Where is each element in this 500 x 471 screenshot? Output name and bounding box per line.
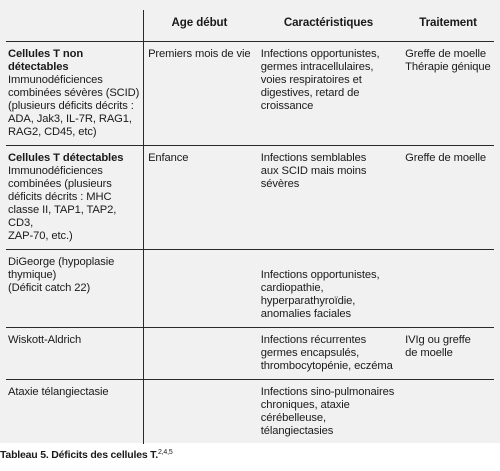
table-row [6, 328, 494, 380]
cell-features [255, 250, 402, 328]
feature-line: voies respiratoires et [260, 74, 362, 86]
row-description-line: (Déficit catch 22) [8, 282, 91, 294]
feature-line: croissance [260, 100, 314, 112]
row-description-line: classe II, TAP1, TAP2, CD3, [8, 204, 117, 229]
row-description-line: DiGeorge (hypoplasie [8, 256, 115, 268]
cell-age [144, 328, 255, 380]
row-description-line: combinées (plusieurs [8, 178, 112, 190]
table-row [6, 380, 494, 445]
feature-line: hyperparathyroïdie, [260, 295, 356, 307]
cell-features [255, 380, 402, 445]
row-description-line: Ataxie télangiectasie [8, 386, 109, 398]
treatment-line: Thérapie génique [405, 61, 491, 73]
feature-line: cérébelleuse, [260, 412, 327, 424]
caption-refs: 2,4,5 [157, 449, 173, 456]
cell-condition [6, 380, 144, 445]
feature-line: aux SCID mais moins [260, 165, 367, 177]
treatment-line: de moelle [405, 347, 453, 359]
immunodeficiency-table [6, 10, 494, 444]
treatment-line: Greffe de moelle [405, 48, 487, 60]
cell-features [255, 42, 402, 146]
table-row [6, 250, 494, 328]
cell-treatment [402, 380, 494, 445]
row-description-line: ZAP-70, etc.) [8, 230, 73, 242]
row-description-line: (plusieurs déficits décrits : [8, 100, 134, 112]
cell-condition [6, 42, 144, 146]
cell-treatment [402, 328, 494, 380]
caption-text: Tableau 5. Déficits des cellules T. [0, 449, 158, 461]
treatment-line: IVIg ou greffe [405, 334, 471, 346]
feature-line: Infections récurrentes [260, 334, 367, 346]
cell-age [144, 146, 255, 250]
feature-line: Infections opportunistes, [260, 269, 380, 281]
header-age: Age début [144, 10, 255, 42]
feature-line: germes intracellulaires, [260, 61, 374, 73]
feature-line: digestives, retard de [260, 87, 360, 99]
feature-line: Infections opportunistes, [260, 48, 380, 60]
row-description-line: Immunodéficiences [8, 74, 103, 86]
row-description-line: Wiskott-Aldrich [8, 334, 82, 346]
treatment-line: Greffe de moelle [405, 152, 487, 164]
row-description-line: Immunodéficiences [8, 165, 103, 177]
row-title: Cellules T détectables [8, 152, 124, 164]
feature-line: télangiectasies [260, 425, 334, 437]
cell-age [144, 250, 255, 328]
row-description-line: thymique) [8, 269, 57, 281]
feature-line: cardiopathie, [260, 282, 324, 294]
feature-line: Infections semblables [260, 152, 367, 164]
table-caption [0, 449, 173, 461]
cell-treatment [402, 250, 494, 328]
table-row [6, 42, 494, 146]
header-condition [6, 10, 144, 42]
table-row [6, 146, 494, 250]
feature-line: germes encapsulés, [260, 347, 360, 359]
row-description-line: combinées sévères (SCID) [8, 87, 140, 99]
table-header-row [6, 10, 494, 42]
cell-condition [6, 146, 144, 250]
feature-line [261, 256, 399, 269]
cell-condition [6, 328, 144, 380]
age-onset: Premiers mois de vie [148, 48, 251, 60]
cell-age [144, 42, 255, 146]
feature-line: sévères [260, 178, 300, 190]
cell-treatment [402, 146, 494, 250]
row-title: Cellules T non détectables [8, 48, 84, 73]
feature-line: chroniques, ataxie [260, 399, 350, 411]
feature-line: Infections sino-pulmonaires [260, 386, 395, 398]
feature-line: anomalies faciales [260, 308, 352, 320]
cell-age [144, 380, 255, 445]
row-description-line: ADA, Jak3, IL-7R, RAG1, [8, 113, 132, 125]
table-body [6, 42, 494, 445]
row-description-line: RAG2, CD45, etc) [8, 126, 97, 138]
row-description-line: déficits décrits : MHC [8, 191, 112, 203]
cell-treatment [402, 42, 494, 146]
cell-features [255, 328, 402, 380]
header-treatment: Traitement [402, 10, 494, 42]
header-features: Caractéristiques [255, 10, 402, 42]
age-onset: Enfance [148, 152, 189, 164]
feature-line: thrombocytopénie, eczéma [260, 360, 393, 372]
cell-condition [6, 250, 144, 328]
cell-features [255, 146, 402, 250]
